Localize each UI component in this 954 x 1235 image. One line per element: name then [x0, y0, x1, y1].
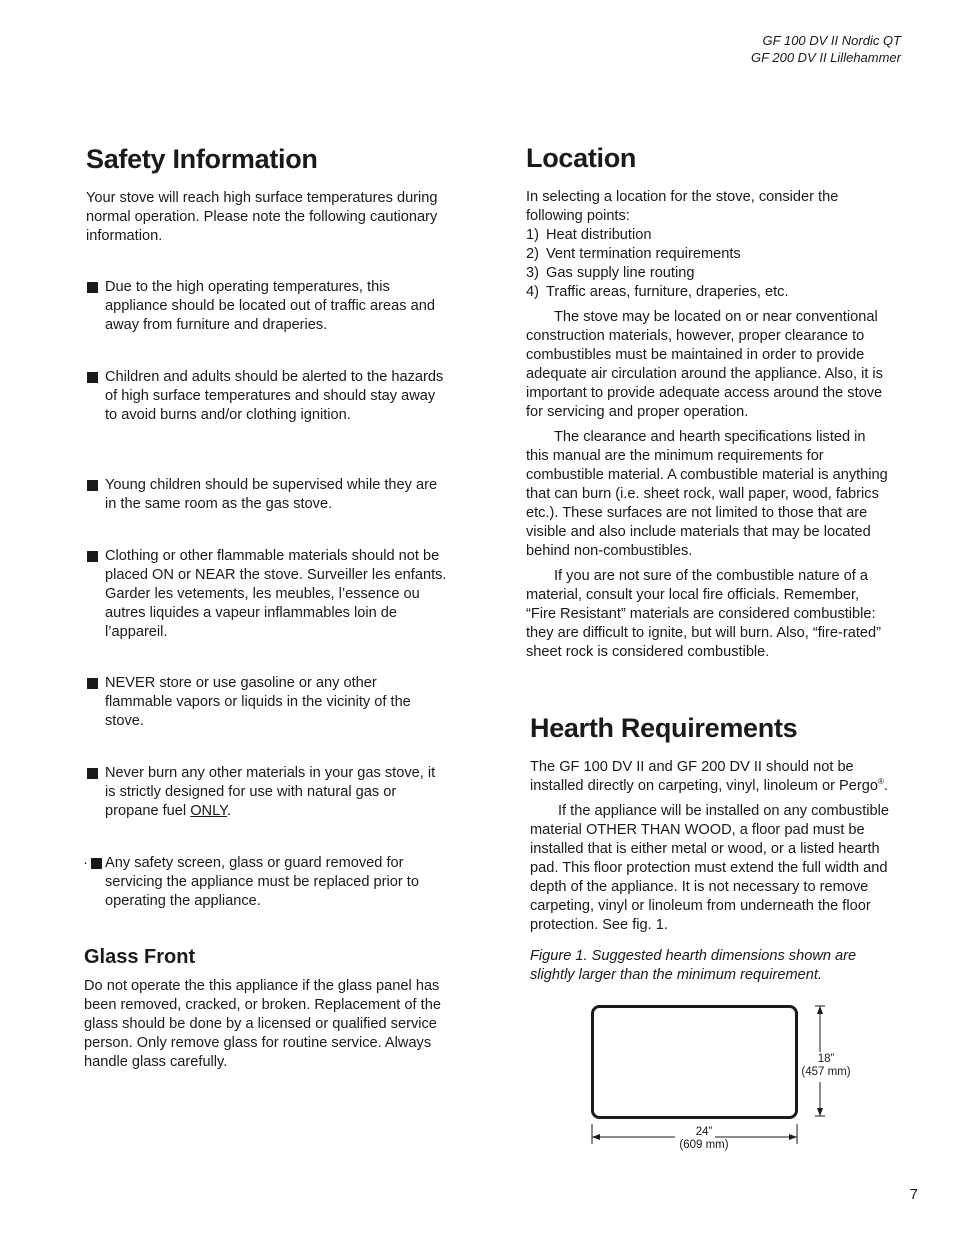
hearth-paragraph: The GF 100 DV II and GF 200 DV II should not be installed directly on carpeting, vinyl, linoleum or Pergo®. — [530, 759, 888, 794]
safety-bullet: Children and adults should be alerted to the hazards of high surface temperatures and should stay away to avoid burns and/or clothing ignition. — [87, 368, 447, 425]
safety-bullet: Young children should be supervised while they are in the same room as the gas stove. — [87, 476, 447, 514]
bullet-square-icon — [87, 768, 98, 779]
location-title: Location — [526, 143, 637, 173]
safety-bullet: Never burn any other materials in your gas stove, it is strictly designed for use with natural gas or propane fuel ONLY. — [87, 764, 447, 821]
safety-bullet: · Any safety screen, glass or guard removed for servicing the appliance must be replaced prior to operating the appliance. — [83, 855, 419, 909]
arrow-down-icon — [817, 1108, 823, 1116]
list-item: 3) Gas supply line routing — [526, 265, 695, 281]
hearth-paragraph: If the appliance will be installed on any combustible material OTHER THAN WOOD, a floor pad must be installed that is either metal or wood, or a listed hearth pad. This floor protection must extend the full width and depth of the appliance. It is not necessary to remove carpeting, vinyl or linoleum from underneath the floor protection. See fig. 1. — [530, 803, 889, 933]
list-item: 2) Vent termination requirements — [526, 246, 741, 262]
safety-bullet: Clothing or other flammable materials should not be placed ON or NEAR the stove. Surveiller les enfants. Garder les vetements, les meubles, l’essence ou autres liquides a vapeur inflammables loin de l’appareil. — [87, 547, 447, 642]
safety-bullet: NEVER store or use gasoline or any other flammable vapors or liquids in the vicinity of the stove. — [87, 674, 447, 731]
glass-front-text: Do not operate the this appliance if the glass panel has been removed, cracked, or broken. Replacement of the glass should be done by a licensed or qualified service person. Only remove glass for routine service. Always handle glass carefully. — [84, 978, 441, 1070]
hearth-section — [530, 758, 892, 985]
header-model-1: GF 100 DV II Nordic QT — [762, 33, 901, 48]
hearth-pad-outline — [593, 1007, 797, 1118]
arrow-left-icon — [592, 1134, 600, 1140]
location-points — [526, 226, 890, 302]
safety-intro: Your stove will reach high surface temperatures during normal operation. Please note the following cautionary information. — [86, 190, 438, 244]
location-paragraph: The stove may be located on or near conventional construction materials, however, proper clearance to combustibles must be maintained in order to provide adequate air circulation around the appliance. Also, it is important to provide adequate access around the stove for servicing and proper operation. — [526, 309, 883, 420]
document-header — [751, 32, 901, 66]
bullet-square-icon — [87, 551, 98, 562]
safety-title: Safety Information — [86, 144, 318, 174]
list-item: 4) Traffic areas, furniture, draperies, etc. — [526, 284, 789, 300]
bullet-square-icon — [87, 678, 98, 689]
bullet-square-icon — [91, 858, 102, 869]
depth-dimension-label: 18” (457 mm) — [801, 1053, 851, 1078]
list-item: 1) Heat distribution — [526, 227, 652, 243]
figure-caption: Figure 1. Suggested hearth dimensions shown are slightly larger than the minimum requirement. — [530, 948, 857, 983]
glass-front-title: Glass Front — [84, 946, 196, 968]
location-paragraph: If you are not sure of the combustible nature of a material, consult your local fire officials. Remember, “Fire Resistant” materials are considered combustible: they are difficult to ignite, but will burn. Also, “fire-rated” sheet rock is considered combustible. — [526, 568, 882, 660]
width-dimension-label: 24” (609 mm) — [679, 1126, 729, 1151]
bullet-square-icon — [87, 480, 98, 491]
page-number: 7 — [909, 1186, 918, 1203]
arrow-right-icon — [789, 1134, 797, 1140]
header-model-2: GF 200 DV II Lillehammer — [750, 50, 901, 65]
arrow-up-icon — [817, 1006, 823, 1014]
bullet-square-icon — [87, 282, 98, 293]
bullet-square-icon — [87, 372, 98, 383]
location-intro: In selecting a location for the stove, consider the following points: — [526, 189, 839, 224]
location-section — [526, 188, 890, 662]
safety-bullet: Due to the high operating temperatures, this appliance should be located out of traffic areas and away from furniture and draperies. — [87, 278, 447, 335]
location-paragraph: The clearance and hearth specifications listed in this manual are the minimum requirements for combustible material. A combustible material is anything that can burn (i.e. sheet rock, wall paper, wood, fabrics etc.). These surfaces are not limited to those that are visible and also include materials that may be located behind non-combustibles. — [526, 429, 888, 559]
hearth-title: Hearth Requirements — [530, 713, 798, 743]
